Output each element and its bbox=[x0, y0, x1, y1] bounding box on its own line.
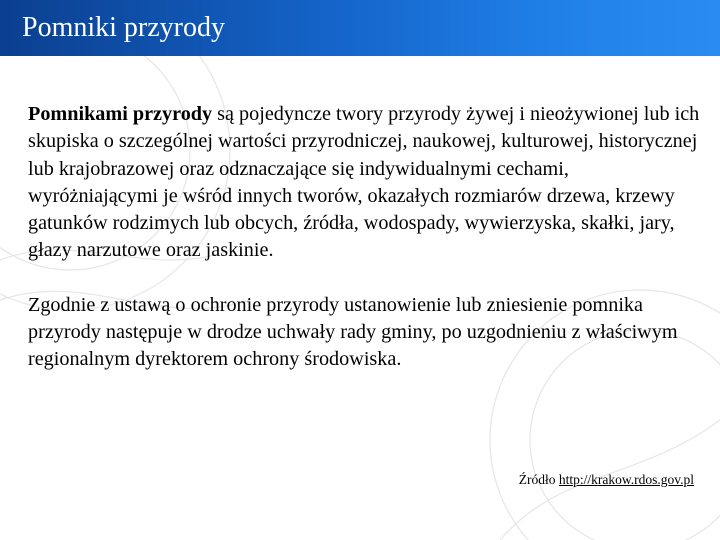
title-bar bbox=[0, 0, 720, 56]
source-label: Źródło bbox=[518, 472, 559, 487]
slide-body bbox=[28, 101, 700, 374]
slide-title: Pomniki przyrody bbox=[22, 12, 225, 43]
paragraph-legal: Zgodnie z ustawą o ochronie przyrody ustanowienie lub zniesienie pomnika przyrody następuje w drodze uchwały rady gminy, po uzgodnieniu z właściwym regionalnym dyrektorem ochrony środowiska. bbox=[28, 293, 678, 371]
definition-text: są pojedyncze twory przyrody żywej i nieożywionej lub ich skupiska o szczególnej wartości przyrodniczej, naukowej, kulturowej, historycznej lub krajobrazowej oraz odznaczające się indywidualnymi cechami, wyróżniającymi je wśród innych tworów, okazałych rozmiarów drzewa, krzewy gatunków rodzimych lub obcych, źródła, wodospady, wywierzyska, skałki, jary, głazy narzutowe oraz jaskinie. bbox=[28, 103, 700, 262]
source-note bbox=[519, 472, 694, 488]
paragraph-definition bbox=[28, 101, 700, 265]
source-link[interactable]: http://krakow.rdos.gov.pl bbox=[558, 472, 694, 487]
definition-term: Pomnikami przyrody bbox=[28, 103, 213, 125]
